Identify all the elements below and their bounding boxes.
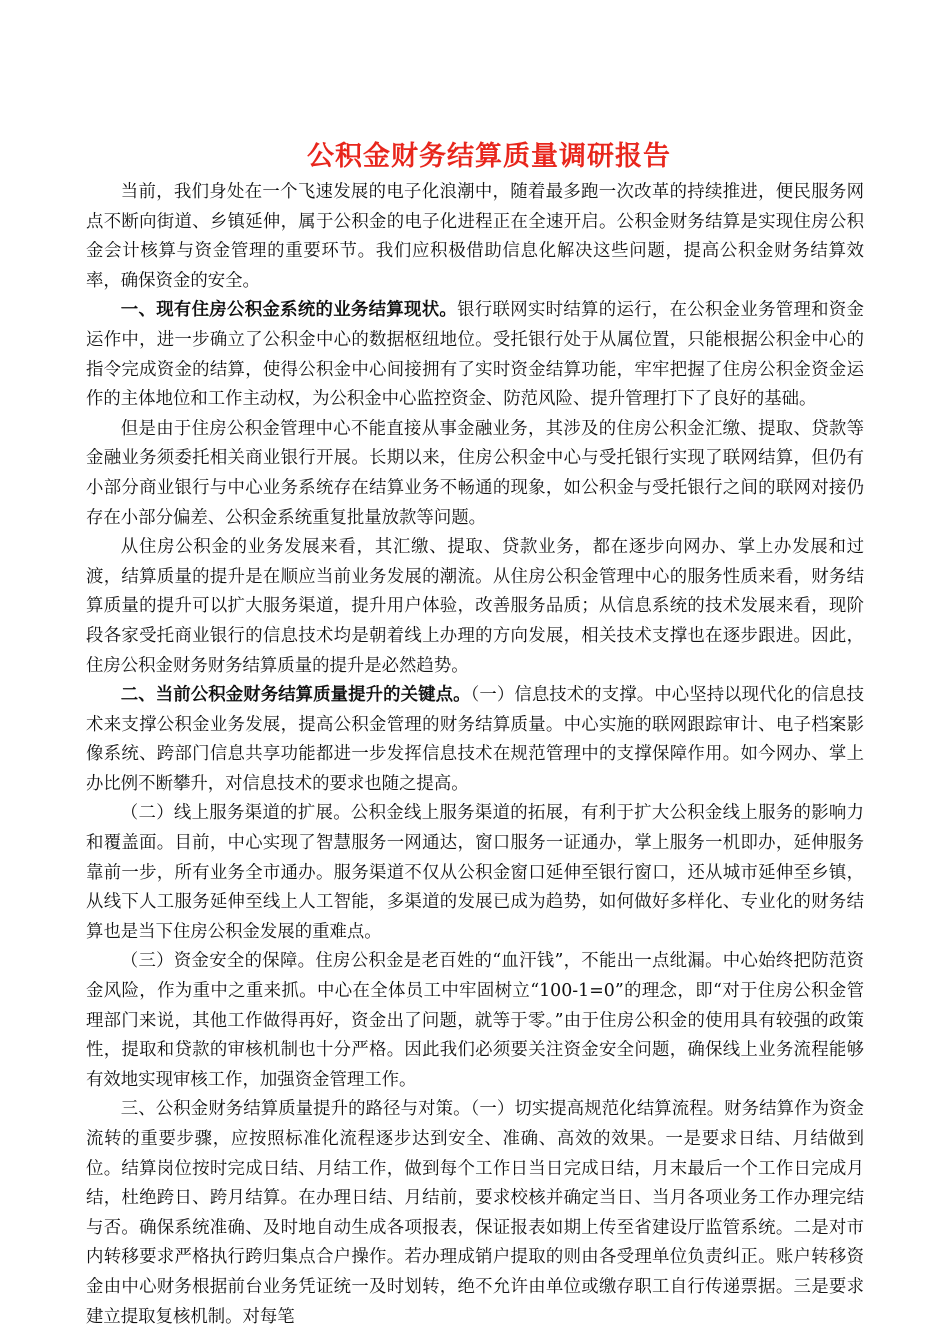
paragraph-section-1-cont: [86, 415, 864, 533]
paragraph-text: 从住房公积金的业务发展来看，其汇缴、提取、贷款业务，都在逐步向网办、掌上办发展和过渡，结算质量的提升是在顺应当前业务发展的潮流。从住房公积金管理中心的服务性质来看，财务结算质量的提升可以扩大服务渠道，提升用户体验，改善服务品质；从信息系统的技术发展来看，现阶段各家受托商业银行的信息技术均是朝着线上办理的方向发展，相关技术支撑也在逐步跟进。因此，住房公积金财务财务结算质量的提升是必然趋势。: [86, 537, 864, 676]
section-heading: 二、当前公积金财务结算质量提升的关键点。: [120, 685, 471, 706]
paragraph-section-2-channels: [86, 799, 864, 947]
paragraph-text: 三、公积金财务结算质量提升的路径与对策。（一）切实提高规范化结算流程。财务结算作为资金流转的重要步骤，应按照标准化流程逐步达到安全、准确、高效的效果。一是要求日结、月结做到位。结算岗位按时完成日结、月结工作，做到每个工作日当日完成日结，月末最后一个工作日完成月结，杜绝跨日、跨月结算。在办理日结、月结前，要求校核并确定当日、当月各项业务工作办理完结与否。确保系统准确、及时地自动生成各项报表，保证报表如期上传至省建设厅监管系统。二是对市内转移要求严格执行跨归集点合户操作。若办理成销户提取的则由各受理单位负责纠正。账户转移资金由中心财务根据前台业务凭证统一及时划转，绝不允许由单位或缴存职工自行传递票据。三是要求建立提取复核机制。对每笔: [86, 1099, 864, 1327]
paragraph-text: 银行联网实时结算的运行，在公积金业务管理和资金运作中，进一步确立了公积金中心的数据枢纽地位。受托银行处于从属位置，只能根据公积金中心的指令完成资金的结算，使得公积金中心间接拥有了实时资金结算功能，牢牢把握了住房公积金资金运作的主体地位和工作主动权，为公积金中心监控资金、防范风险、提升管理打下了良好的基础。: [86, 300, 864, 410]
paragraph-text: 当前，我们身处在一个飞速发展的电子化浪潮中，随着最多跑一次改革的持续推进，便民服务网点不断向街道、乡镇延伸，属于公积金的电子化进程正在全速开启。公积金财务结算是实现住房公积金会计核算与资金管理的重要环节。我们应积极借助信息化解决这些问题，提高公积金财务结算效率，确保资金的安全。: [86, 182, 864, 291]
paragraph-text: （二）线上服务渠道的扩展。公积金线上服务渠道的拓展，有利于扩大公积金线上服务的影响力和覆盖面。目前，中心实现了智慧服务一网通达，窗口服务一证通办，掌上服务一机即办，延伸服务靠前一步，所有业务全市通办。服务渠道不仅从公积金窗口延伸至银行窗口，还从城市延伸至乡镇，从线下人工服务延伸至线上人工智能，多渠道的发展已成为趋势，如何做好多样化、专业化的财务结算也是当下住房公积金发展的重难点。: [86, 803, 864, 942]
section-heading: 一、现有住房公积金系统的业务结算现状。: [120, 300, 458, 321]
paragraph-intro: [86, 178, 864, 296]
paragraph-section-2-safety: [86, 947, 864, 1095]
paragraph-text: （三）资金安全的保障。住房公积金是老百姓的“血汗钱”，不能出一点纰漏。中心始终把防范资金风险，作为重中之重来抓。中心在全体员工中牢固树立“100-1=0”的理念，即“对于住房公积金管理部门来说，其他工作做得再好，资金出了问题，就等于零。”由于住房公积金的使用具有较强的政策性，提取和贷款的审核机制也十分严格。因此我们必须要关注资金安全问题，确保线上业务流程能够有效地实现审核工作，加强资金管理工作。: [86, 951, 864, 1090]
document-page: [86, 138, 864, 1332]
paragraph-section-1-trend: [86, 533, 864, 681]
paragraph-section-3: [86, 1095, 864, 1332]
document-title: 公积金财务结算质量调研报告: [307, 141, 671, 172]
paragraph-text: 但是由于住房公积金管理中心不能直接从事金融业务，其涉及的住房公积金汇缴、提取、贷款等金融业务须委托相关商业银行开展。长期以来，住房公积金中心与受托银行实现了联网结算，但仍有小部分商业银行与中心业务系统存在结算业务不畅通的现象，如公积金与受托银行之间的联网对接仍存在小部分偏差、公积金系统重复批量放款等问题。: [86, 418, 864, 528]
paragraph-text: （一）信息技术的支撑。中心坚持以现代化的信息技术来支撑公积金业务发展，提高公积金管理的财务结算质量。中心实施的联网跟踪审计、电子档案影像系统、跨部门信息共享功能都进一步发挥信息技术在规范管理中的支撑保障作用。如今网办、掌上办比例不断攀升，对信息技术的要求也随之提高。: [86, 685, 864, 794]
paragraph-section-1: [86, 296, 864, 414]
paragraph-section-2: [86, 681, 864, 799]
